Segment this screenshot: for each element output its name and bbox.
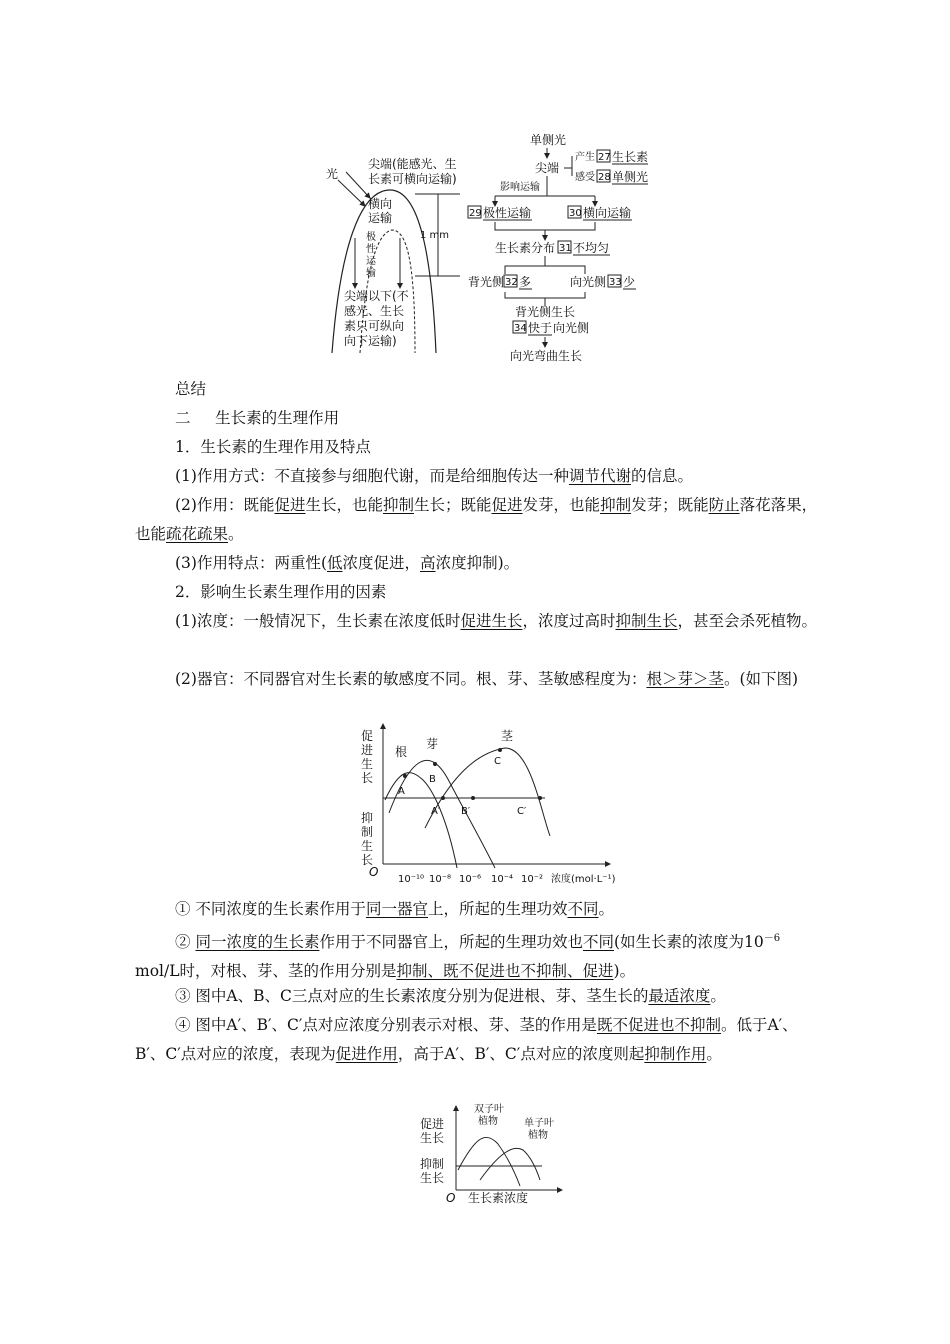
tick-3: 10⁻⁶ bbox=[459, 874, 482, 885]
num-32: 32 bbox=[505, 277, 518, 288]
dicot-label-1: 双子叶 bbox=[474, 1104, 504, 1115]
scale-label: 1 mm bbox=[420, 230, 450, 241]
than-toward: 向光侧 bbox=[553, 321, 590, 335]
x-label-2: 生长素浓度 bbox=[468, 1191, 529, 1205]
more: 多 bbox=[519, 275, 532, 289]
produce: 产生 bbox=[575, 152, 595, 163]
tick-5: 10⁻² bbox=[521, 874, 544, 885]
num-33: 33 bbox=[609, 277, 622, 288]
conclusion-2: ② 同一浓度的生长素作用于不同器官上，所起的生理功效也不同(如生长素的浓度为$10^{-6}$ mol/L时，对根、芽、茎的作用分别是抑制、既不促进也不抑制、促进)。 bbox=[135, 933, 781, 981]
label-c: C bbox=[494, 756, 501, 767]
below-1: 尖端以下(不 bbox=[344, 289, 409, 303]
label-b: B bbox=[429, 774, 436, 785]
conclusion-3: ③ 图中A、B、C三点对应的生长素浓度分别为促进根、芽、茎生长的最适浓度。 bbox=[175, 987, 726, 1005]
toward-side: 向光侧 bbox=[570, 275, 607, 289]
para-4: (1)浓度：一般情况下，生长素在浓度低时促进生长，浓度过高时抑制生长，甚至会杀死植物。 bbox=[175, 612, 818, 630]
below-3: 素只可纵向 bbox=[344, 319, 405, 333]
label-a: A bbox=[398, 786, 405, 797]
heading-2: 2．影响生长素生理作用的因素 bbox=[175, 583, 387, 601]
distribution: 生长素分布 bbox=[495, 241, 556, 255]
para-1: (1)作用方式：不直接参与细胞代谢，而是给细胞传达一种调节代谢的信息。 bbox=[175, 467, 693, 485]
x-label: 浓度(mol·L⁻¹) bbox=[551, 874, 616, 885]
tick-1: 10⁻¹⁰ bbox=[398, 874, 425, 885]
auxin-label: 生长素 bbox=[612, 150, 649, 164]
monocot-label-1: 单子叶 bbox=[524, 1118, 554, 1129]
point-b-prime bbox=[471, 796, 475, 800]
ylabel-top: 促进生长 bbox=[361, 729, 374, 785]
ylabel-bottom: 抑制生长 bbox=[361, 811, 374, 867]
label-a-prime: A′ bbox=[431, 806, 441, 817]
num-29: 29 bbox=[469, 208, 482, 219]
point-a-prime bbox=[441, 796, 445, 800]
label-c-prime: C′ bbox=[517, 806, 527, 817]
lateral-transport: 横向运输 bbox=[583, 206, 632, 220]
ylabel2-bottom-2: 生长 bbox=[420, 1171, 445, 1185]
polar-3: 运 bbox=[366, 256, 376, 267]
sense: 感受 bbox=[575, 172, 595, 183]
polar-2: 性 bbox=[366, 244, 376, 255]
back-growth: 背光侧生长 bbox=[515, 305, 576, 319]
num-30: 30 bbox=[569, 208, 582, 219]
series-stem-name: 茎 bbox=[501, 729, 514, 743]
para-3: (3)作用特点：两重性(低浓度促进，高浓度抑制)。 bbox=[175, 554, 520, 572]
curve-stem bbox=[425, 748, 550, 836]
lateral-2: 运输 bbox=[368, 211, 393, 225]
point-a bbox=[403, 774, 407, 778]
below-4: 向下运输) bbox=[344, 334, 397, 348]
ylabel2-top-2: 生长 bbox=[420, 1131, 445, 1145]
polar-4: 输 bbox=[366, 268, 376, 279]
back-side: 背光侧 bbox=[468, 275, 505, 289]
ylabel2-bottom-1: 抑制 bbox=[420, 1157, 445, 1171]
point-c bbox=[498, 748, 502, 752]
organ-sensitivity-chart bbox=[355, 718, 635, 890]
tip-desc-1: 尖端(能感光、生 bbox=[368, 157, 457, 171]
lateral-1: 横向 bbox=[368, 197, 393, 211]
para-2: (2)作用：既能促进生长，也能抑制生长；既能促进发芽，也能抑制发芽；既能防止落花落果，也能疏花疏果。 bbox=[135, 496, 818, 543]
curve-dicot bbox=[458, 1137, 520, 1186]
polar-1: 极 bbox=[366, 232, 376, 243]
point-c-prime bbox=[538, 796, 542, 800]
dicot-monocot-chart bbox=[420, 1100, 580, 1208]
bend: 向光弯曲生长 bbox=[510, 349, 583, 363]
unilateral-light: 单侧光 bbox=[530, 133, 567, 147]
summary: 总结 bbox=[175, 380, 207, 398]
less: 少 bbox=[623, 275, 636, 289]
tip-desc-2: 长素可横向运输) bbox=[368, 172, 457, 186]
section-2-heading: 二 生长素的生理作用 bbox=[175, 409, 340, 427]
conclusion-1: ① 不同浓度的生长素作用于同一器官上，所起的生理功效不同。 bbox=[175, 900, 614, 918]
para-5: (2)器官：不同器官对生长素的敏感度不同。根、芽、茎敏感程度为：根＞芽＞茎。(如下图) bbox=[175, 670, 799, 688]
phototropism-diagram bbox=[320, 128, 670, 368]
curve-root bbox=[385, 773, 457, 868]
unilateral-label: 单侧光 bbox=[612, 170, 649, 184]
origin2-label: O bbox=[446, 1191, 456, 1205]
series-bud-name: 芽 bbox=[426, 737, 439, 751]
monocot-label-2: 植物 bbox=[528, 1130, 548, 1141]
num-28: 28 bbox=[598, 172, 611, 183]
uneven: 不均匀 bbox=[573, 241, 610, 255]
light-label: 光 bbox=[326, 167, 339, 181]
num-31: 31 bbox=[559, 243, 572, 254]
heading-1: 1．生长素的生理作用及特点 bbox=[175, 438, 371, 456]
origin-label: O bbox=[369, 865, 379, 879]
tick-2: 10⁻⁸ bbox=[429, 874, 452, 885]
num-34: 34 bbox=[514, 323, 527, 334]
num-27: 27 bbox=[598, 152, 611, 163]
dicot-label-2: 植物 bbox=[478, 1116, 498, 1127]
affects-transport: 影响运输 bbox=[500, 182, 540, 193]
tick-4: 10⁻⁴ bbox=[491, 874, 514, 885]
series-root-name: 根 bbox=[395, 745, 408, 759]
faster: 快于 bbox=[528, 321, 553, 335]
below-2: 感光、生长 bbox=[344, 304, 405, 318]
ylabel2-top-1: 促进 bbox=[420, 1117, 445, 1131]
polar-transport: 极性运输 bbox=[483, 206, 532, 220]
label-b-prime: B′ bbox=[461, 806, 471, 817]
point-b bbox=[433, 762, 437, 766]
tip-label: 尖端 bbox=[535, 161, 560, 175]
conclusion-4: ④ 图中A′、B′、C′点对应浓度分别表示对根、芽、茎的作用是既不促进也不抑制。低于A′、B′、C′点对应的浓度，表现为促进作用，高于A′、B′、C′点对应的浓度则起抑制作用。 bbox=[135, 1016, 798, 1063]
